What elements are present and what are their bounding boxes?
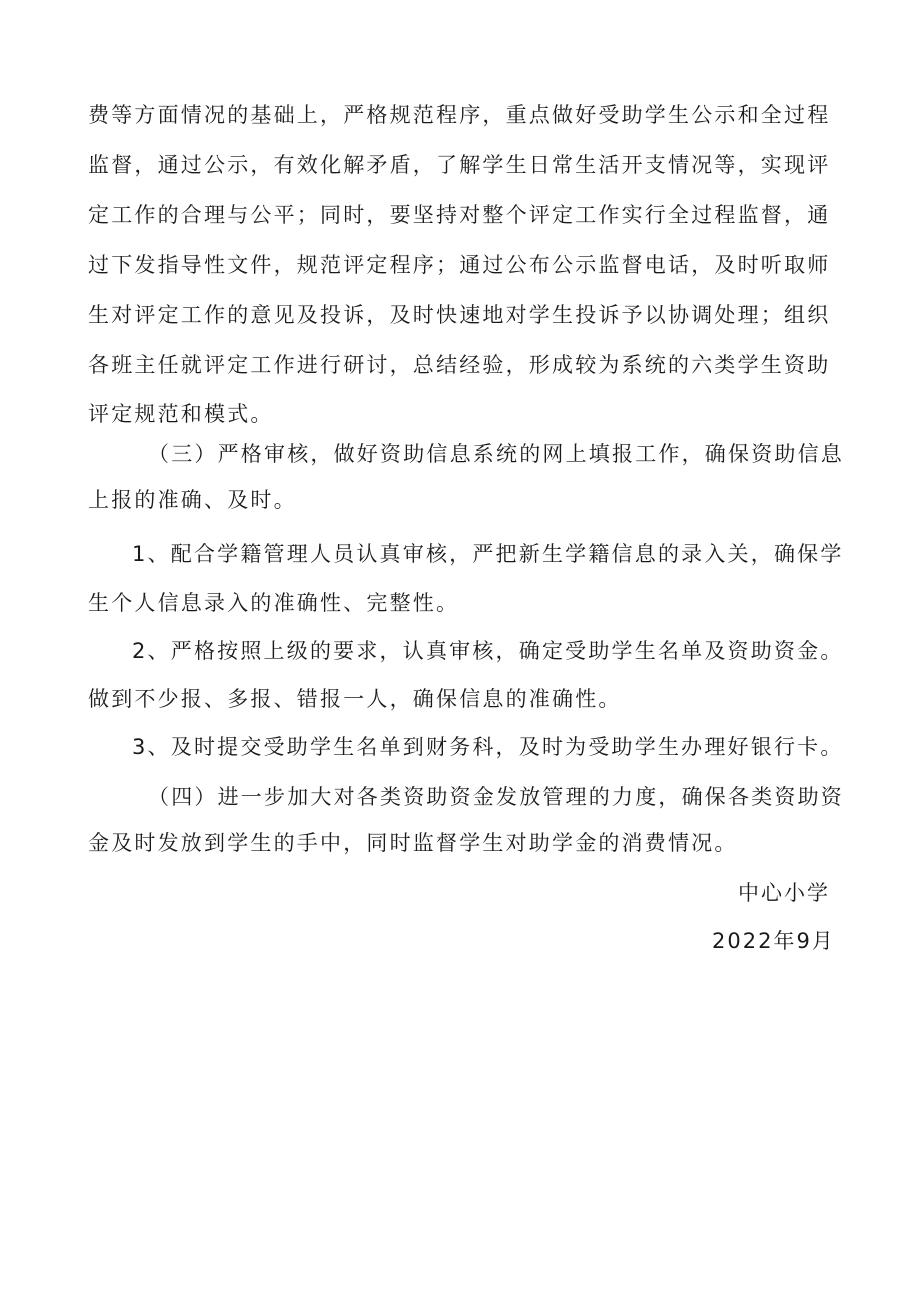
- paragraph-line: 生个人信息录入的准确性、完整性。: [88, 591, 460, 615]
- paragraph-line: 监督，通过公示，有效化解矛盾，了解学生日常生活开支情况等，实现评: [88, 153, 831, 177]
- section-heading-3: （三）严格审核，做好资助信息系统的网上填报工作，确保资助信息: [148, 442, 844, 466]
- paragraph-line: 费等方面情况的基础上，严格规范程序，重点做好受助学生公示和全过程: [88, 103, 831, 127]
- section-heading-4: （四）进一步加大对各类资助资金发放管理的力度，确保各类资助资: [148, 785, 844, 809]
- paragraph-line: 生对评定工作的意见及投诉，及时快速地对学生投诉予以协调处理；组织: [88, 303, 831, 327]
- paragraph-line: 上报的准确、及时。: [88, 488, 297, 512]
- paragraph-line: 定工作的合理与公平；同时，要坚持对整个评定工作实行全过程监督，通: [88, 203, 831, 227]
- list-item-1: 1、配合学籍管理人员认真审核，严把新生学籍信息的录入关，确保学: [132, 542, 844, 566]
- paragraph-line: 评定规范和模式。: [88, 402, 274, 426]
- paragraph-line: 各班主任就评定工作进行研讨，总结经验，形成较为系统的六类学生资助: [88, 353, 831, 377]
- list-item-2: 2、严格按照上级的要求，认真审核，确定受助学生名单及资助资金。: [132, 639, 844, 663]
- paragraph-line: 金及时发放到学生的手中，同时监督学生对助学金的消费情况。: [88, 831, 738, 855]
- list-item-3: 3、及时提交受助学生名单到财务科，及时为受助学生办理好银行卡。: [132, 735, 844, 759]
- paragraph-line: 做到不少报、多报、错报一人，确保信息的准确性。: [88, 687, 622, 711]
- paragraph-line: 过下发指导性文件，规范评定程序；通过公布公示监督电话，及时听取师: [88, 253, 831, 277]
- document-date: 2022年9月: [712, 929, 835, 953]
- signature: 中心小学: [738, 881, 830, 905]
